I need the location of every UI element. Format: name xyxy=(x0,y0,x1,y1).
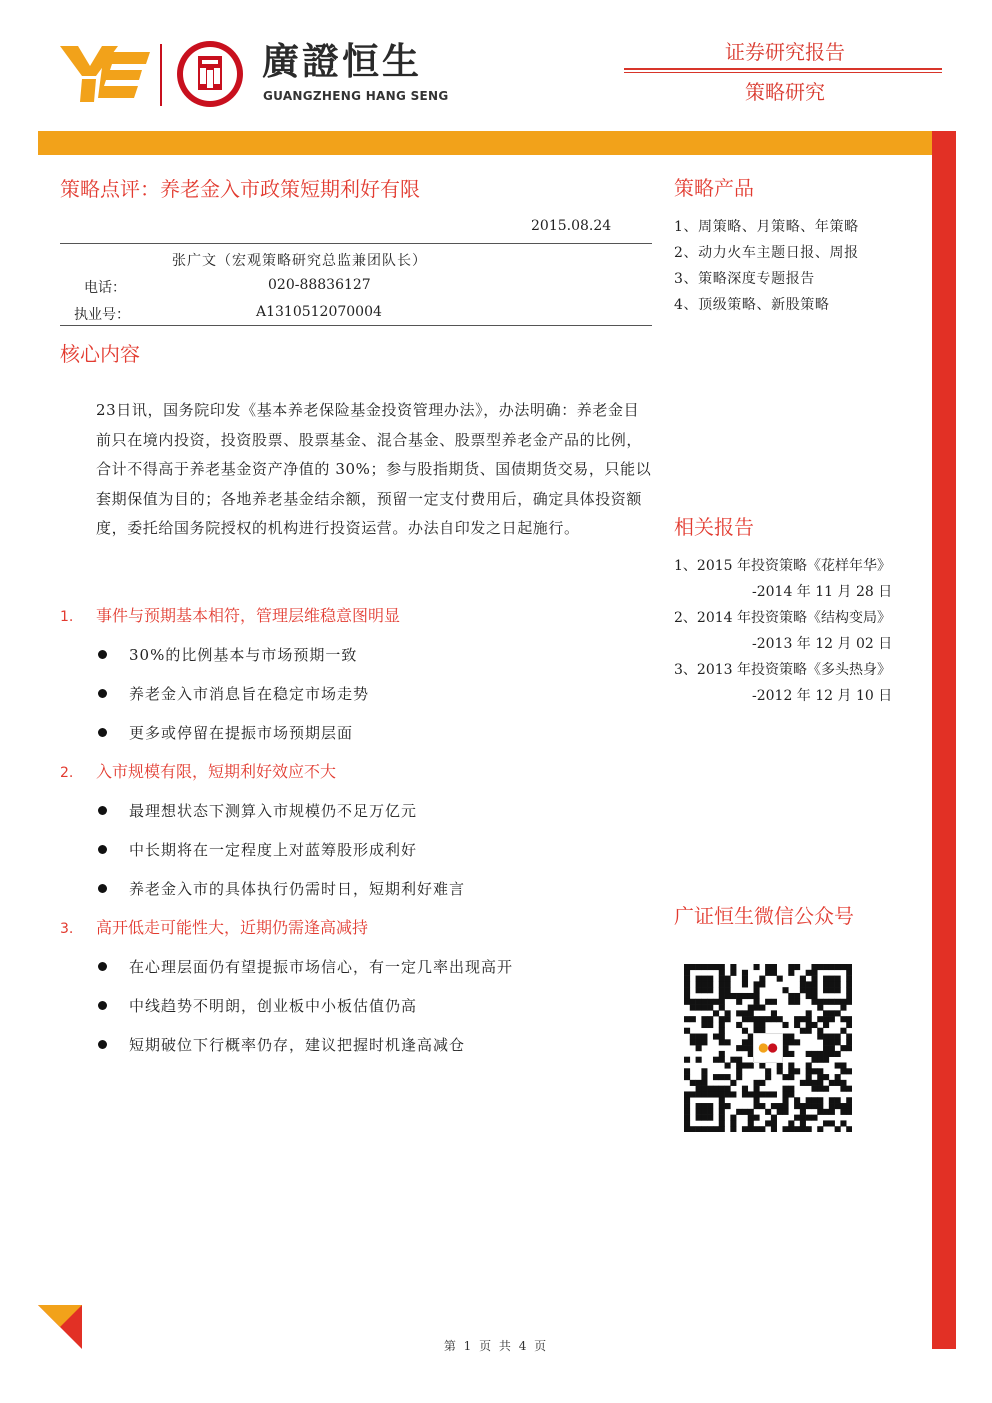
bullet-item xyxy=(98,877,465,901)
bullet-item xyxy=(98,838,417,862)
report-category-label: 策略研究 xyxy=(745,80,825,104)
bullet-text: 养老金入市消息旨在稳定市场走势 xyxy=(129,685,370,703)
bullet-dot-icon xyxy=(98,728,107,737)
bullet-item xyxy=(98,643,357,667)
product-item: 3、策略深度专题报告 xyxy=(674,271,815,287)
related-reports-heading: 相关报告 xyxy=(674,515,754,539)
bullet-item xyxy=(98,994,417,1018)
related-report-title: 1、2015 年投资策略《花样年华》 xyxy=(674,558,891,574)
bullet-dot-icon xyxy=(98,806,107,815)
bullet-text: 30%的比例基本与市场预期一致 xyxy=(129,646,358,664)
brand-name-en: GUANGZHENG HANG SENG xyxy=(263,89,449,103)
bullet-dot-icon xyxy=(98,1040,107,1049)
section-title: 入市规模有限，短期利好效应不大 xyxy=(96,762,337,781)
section-heading-3 xyxy=(60,916,368,941)
bullet-dot-icon xyxy=(98,962,107,971)
info-rule-top xyxy=(60,243,652,244)
license-label: 执业号： xyxy=(74,307,130,323)
bullet-dot-icon xyxy=(98,845,107,854)
bullet-dot-icon xyxy=(98,884,107,893)
bullet-dot-icon xyxy=(98,1001,107,1010)
phone-number: 020-88836127 xyxy=(268,277,371,293)
related-report-date: -2014 年 11 月 28 日 xyxy=(752,584,893,600)
section-title: 事件与预期基本相符，管理层维稳意图明显 xyxy=(96,606,401,625)
page-number: 第 1 页 共 4 页 xyxy=(443,1339,549,1353)
bullet-item xyxy=(98,799,417,823)
phone-label: 电话： xyxy=(84,280,126,296)
bullet-dot-icon xyxy=(98,689,107,698)
bullet-text: 在心理层面仍有望提振市场信心，有一定几率出现高开 xyxy=(129,958,514,976)
report-type-label: 证券研究报告 xyxy=(725,40,845,64)
side-band-red xyxy=(932,131,956,1349)
bullet-dot-icon xyxy=(98,650,107,659)
bullet-item xyxy=(98,721,353,745)
section-title: 高开低走可能性大，近期仍需逢高减持 xyxy=(96,918,369,937)
wechat-qr-code xyxy=(684,964,852,1132)
core-intro-paragraph: 23日讯，国务院印发《基本养老保险基金投资管理办法》，办法明确：养老金目前只在境内投资，投资股票、股票基金、混合基金、股票型养老金产品的比例，合计不得高于养老基金资产净值的 30%；参与股指期货、国债期货交易，只能以套期保值为目的；各地养老基金结余额，预留一定支付费用后，确定具体投资额度，委托给国务院授权的机构进行投资运营。办法自印发之日起施行。 xyxy=(96,401,652,537)
product-item: 1、周策略、月策略、年策略 xyxy=(674,219,859,235)
products-heading: 策略产品 xyxy=(674,176,754,200)
section-heading-1 xyxy=(60,604,400,629)
license-number: A1310512070004 xyxy=(256,304,382,320)
report-date: 2015.08.24 xyxy=(531,218,612,234)
header-rule xyxy=(624,68,942,70)
analyst-name: 张广文（宏观策略研究总监兼团队长） xyxy=(172,253,427,269)
bullet-text: 更多或停留在提振市场预期层面 xyxy=(129,724,354,742)
header-band-orange xyxy=(38,131,956,155)
wechat-heading: 广证恒生微信公众号 xyxy=(674,904,854,928)
bullet-item xyxy=(98,1033,465,1057)
brand-name-cn: 廣證恒生 xyxy=(262,40,422,83)
bullet-item xyxy=(98,955,513,979)
bullet-text: 中线趋势不明朗，创业板中小板估值仍高 xyxy=(129,997,418,1015)
related-report-date: -2013 年 12 月 02 日 xyxy=(752,636,893,652)
logo-divider xyxy=(160,44,162,106)
bullet-text: 养老金入市的具体执行仍需时日，短期利好难言 xyxy=(129,880,466,898)
company-seal-logo xyxy=(176,40,244,108)
product-item: 2、动力火车主题日报、周报 xyxy=(674,245,859,261)
header-rule-thin xyxy=(624,72,942,73)
bullet-item xyxy=(98,682,369,706)
report-title: 策略点评：养老金入市政策短期利好有限 xyxy=(60,177,420,201)
section-number: 2. xyxy=(60,765,74,781)
product-item: 4、顶级策略、新股策略 xyxy=(674,297,830,313)
info-rule-bottom xyxy=(60,325,652,326)
bullet-text: 最理想状态下测算入市规模仍不足万亿元 xyxy=(129,802,418,820)
related-report-title: 2、2014 年投资策略《结构变局》 xyxy=(674,610,891,626)
company-logo-ye xyxy=(60,46,150,102)
related-report-title: 3、2013 年投资策略《多头热身》 xyxy=(674,662,891,678)
section-heading-2 xyxy=(60,760,336,785)
section-number: 3. xyxy=(60,921,74,937)
core-content-heading: 核心内容 xyxy=(60,342,140,366)
bullet-text: 短期破位下行概率仍存，建议把握时机逢高减仓 xyxy=(129,1036,466,1054)
bullet-text: 中长期将在一定程度上对蓝筹股形成利好 xyxy=(129,841,418,859)
section-number: 1. xyxy=(60,609,74,625)
related-report-date: -2012 年 12 月 10 日 xyxy=(752,688,893,704)
